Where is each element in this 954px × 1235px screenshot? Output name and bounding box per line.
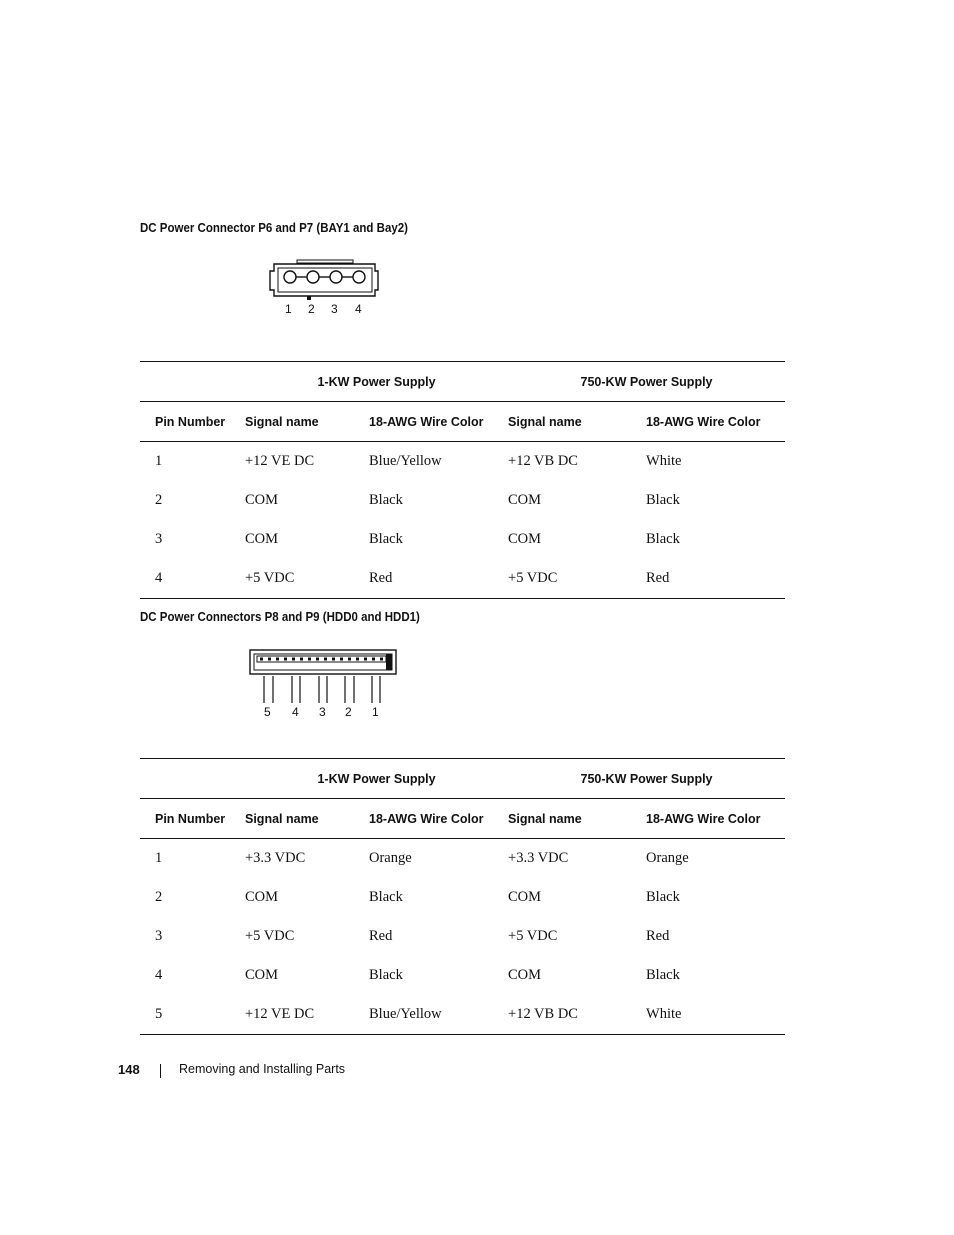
table-cell: Red — [369, 928, 393, 944]
table-cell: 1 — [155, 850, 163, 866]
group-header-1kw: 1-KW Power Supply — [245, 759, 508, 799]
column-header: 18-AWG Wire Color — [646, 799, 785, 839]
pin-label-2: 2 — [345, 705, 352, 719]
table-cell: +3.3 VDC — [245, 850, 306, 866]
table-cell: 3 — [155, 928, 163, 944]
table-cell: Black — [369, 967, 403, 983]
section-heading-p6-p7: DC Power Connector P6 and P7 (BAY1 and Bay2) — [140, 221, 408, 235]
molex-connector-diagram — [268, 258, 383, 302]
table-cell: 5 — [140, 995, 245, 1035]
table-cell: +12 VE DC — [245, 995, 369, 1035]
table-cell: White — [646, 453, 682, 469]
table-cell: COM — [508, 492, 542, 508]
table-cell: +12 VB DC — [508, 453, 578, 469]
table-cell: Black — [369, 531, 403, 547]
pin-label-2: 2 — [308, 302, 315, 316]
pin-label-5: 5 — [264, 705, 271, 719]
table-row — [140, 481, 785, 520]
column-header: 18-AWG Wire Color — [369, 402, 508, 442]
table-cell: +12 VB DC — [508, 995, 646, 1035]
pinout-table-p6-p7 — [140, 361, 785, 599]
table-cell: Red — [646, 559, 785, 599]
table-cell: Black — [646, 967, 680, 983]
pin-label-4: 4 — [292, 705, 299, 719]
table-row — [140, 839, 785, 879]
table-cell: COM — [245, 531, 279, 547]
section-heading-p8-p9: DC Power Connectors P8 and P9 (HDD0 and HDD1) — [140, 610, 420, 624]
column-header: Signal name — [245, 799, 369, 839]
table-cell: COM — [508, 531, 542, 547]
pinout-table-p8-p9 — [140, 758, 785, 1035]
pin-label-1: 1 — [372, 705, 379, 719]
table-row — [140, 995, 785, 1035]
pin-label-3: 3 — [331, 302, 338, 316]
table-cell: Red — [646, 928, 670, 944]
table-cell: 2 — [155, 492, 163, 508]
sata-connector-diagram — [248, 648, 400, 706]
table-row — [140, 520, 785, 559]
table-cell: Orange — [646, 850, 689, 866]
table-cell: +5 VDC — [508, 928, 558, 944]
column-header: 18-AWG Wire Color — [369, 799, 508, 839]
group-header-1kw: 1-KW Power Supply — [245, 362, 508, 402]
column-header: Pin Number — [140, 402, 245, 442]
page-number: 148 — [118, 1062, 140, 1077]
table-cell: COM — [245, 492, 279, 508]
table-cell: +5 VDC — [245, 559, 369, 599]
table-cell: 4 — [155, 967, 163, 983]
footer-divider — [160, 1064, 161, 1078]
group-header-750kw: 750-KW Power Supply — [508, 759, 785, 799]
column-header: Signal name — [508, 799, 646, 839]
table-cell: COM — [245, 967, 279, 983]
table-cell: 1 — [155, 453, 163, 469]
table-cell: +12 VE DC — [245, 453, 315, 469]
table-cell: Orange — [369, 850, 412, 866]
pin-label-4: 4 — [355, 302, 362, 316]
table-cell: COM — [508, 967, 542, 983]
table-cell: COM — [508, 889, 542, 905]
table-row — [140, 956, 785, 995]
table-row — [140, 917, 785, 956]
pin-label-3: 3 — [319, 705, 326, 719]
table-cell: 3 — [155, 531, 163, 547]
column-header: Signal name — [508, 402, 646, 442]
column-header: 18-AWG Wire Color — [646, 402, 785, 442]
table-cell: Black — [646, 531, 680, 547]
table-cell: White — [646, 995, 785, 1035]
table-cell: 2 — [155, 889, 163, 905]
table-cell: Red — [369, 559, 508, 599]
table-row — [140, 878, 785, 917]
table-cell: +5 VDC — [245, 928, 295, 944]
group-header-750kw: 750-KW Power Supply — [508, 362, 785, 402]
column-header: Signal name — [245, 402, 369, 442]
table-cell: Blue/Yellow — [369, 453, 442, 469]
pin-label-1: 1 — [285, 302, 292, 316]
table-cell: 4 — [140, 559, 245, 599]
table-cell: Black — [646, 492, 680, 508]
column-header: Pin Number — [140, 799, 245, 839]
table-cell: +5 VDC — [508, 559, 646, 599]
table-cell: +3.3 VDC — [508, 850, 569, 866]
footer-section-title: Removing and Installing Parts — [179, 1062, 346, 1076]
table-cell: Black — [646, 889, 680, 905]
table-row — [140, 442, 785, 482]
table-cell: Black — [369, 889, 403, 905]
table-row — [140, 559, 785, 599]
table-cell: Black — [369, 492, 403, 508]
table-cell: Blue/Yellow — [369, 995, 508, 1035]
table-cell: COM — [245, 889, 279, 905]
